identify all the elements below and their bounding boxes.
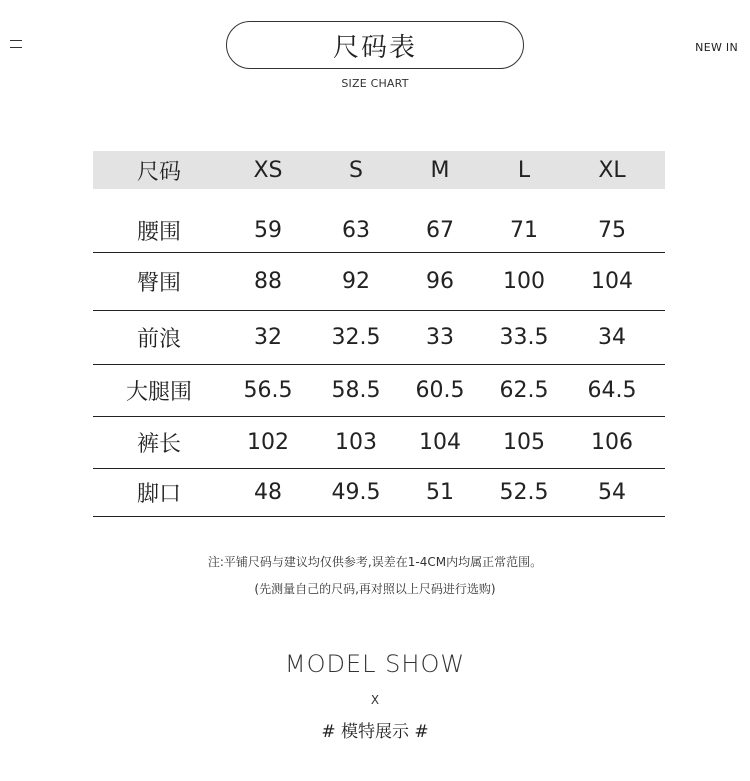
- table-row: [93, 253, 665, 311]
- model-show-cn-title: # 模特展示 #: [321, 722, 429, 742]
- column-header: XS: [253, 157, 283, 183]
- menu-icon: [10, 40, 22, 52]
- column-header: S: [349, 157, 363, 183]
- table-cell: 103: [335, 430, 377, 455]
- size-chart-subtitle: SIZE CHART: [341, 77, 409, 90]
- table-cell: 64.5: [587, 378, 637, 403]
- row-label: 裤长: [136, 432, 181, 457]
- table-cell: 63: [342, 218, 370, 243]
- table-row: [93, 311, 665, 365]
- column-header: 尺码: [136, 159, 181, 185]
- table-cell: 48: [254, 480, 282, 505]
- table-cell: 59: [254, 218, 282, 243]
- table-cell: 104: [419, 430, 461, 455]
- row-label: 大腿围: [125, 380, 192, 405]
- new-in-label: NEW IN: [695, 41, 738, 54]
- table-header-row: [93, 151, 665, 189]
- column-header: M: [430, 157, 450, 183]
- table-cell: 100: [503, 269, 545, 294]
- table-cell: 49.5: [331, 480, 381, 505]
- table-cell: 104: [591, 269, 633, 294]
- table-cell: 60.5: [415, 378, 465, 403]
- table-row: [93, 417, 665, 469]
- table-cell: 58.5: [331, 378, 381, 403]
- measurement-note: 注:平铺尺码与建议均仅供参考,误差在1-4CM内均属正常范围。: [207, 555, 543, 569]
- table-cell: 34: [598, 325, 626, 350]
- table-cell: 92: [342, 269, 370, 294]
- table-cell: 33: [426, 325, 454, 350]
- model-show-title: MODEL SHOW: [284, 650, 466, 678]
- table-cell: 105: [503, 430, 545, 455]
- row-label: 前浪: [136, 327, 181, 352]
- size-table: [93, 151, 665, 517]
- table-cell: 32: [254, 325, 282, 350]
- table-cell: 32.5: [331, 325, 381, 350]
- table-row: [93, 365, 665, 417]
- table-cell: 62.5: [499, 378, 549, 403]
- table-cell: 102: [247, 430, 289, 455]
- table-cell: 71: [510, 218, 538, 243]
- table-row: [93, 469, 665, 517]
- row-label: 脚口: [136, 482, 181, 507]
- row-label: 腰围: [136, 220, 181, 245]
- row-label: 臀围: [136, 271, 181, 296]
- column-header: XL: [598, 157, 626, 183]
- table-cell: 51: [426, 480, 454, 505]
- table-cell: 75: [598, 218, 626, 243]
- size-chart-title: 尺码表: [226, 21, 524, 69]
- table-cell: 54: [598, 480, 626, 505]
- column-header: L: [517, 157, 531, 183]
- table-cell: 96: [426, 269, 454, 294]
- table-cell: 56.5: [243, 378, 293, 403]
- model-show-x: X: [370, 693, 380, 707]
- table-cell: 67: [426, 218, 454, 243]
- measurement-tip: (先测量自己的尺码,再对照以上尺码进行选购): [254, 582, 496, 596]
- table-cell: 106: [591, 430, 633, 455]
- table-cell: 52.5: [499, 480, 549, 505]
- table-cell: 33.5: [499, 325, 549, 350]
- table-row: [93, 189, 665, 253]
- table-cell: 88: [254, 269, 282, 294]
